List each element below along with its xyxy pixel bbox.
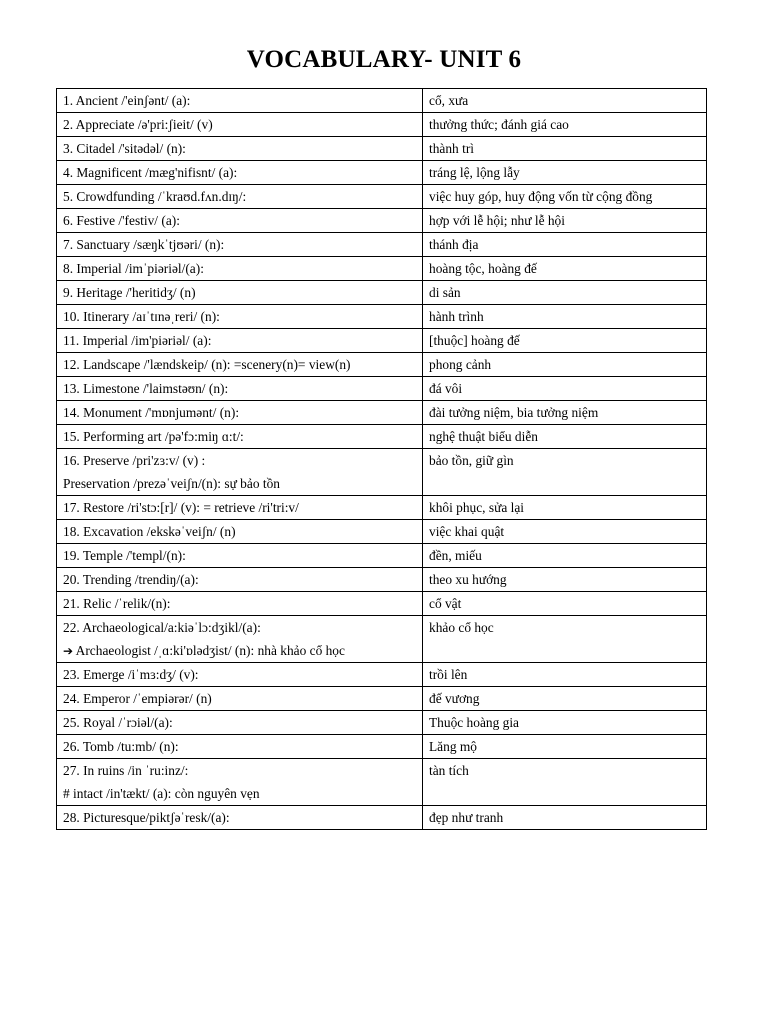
term-text: 14. Monument /'mɒnjumənt/ (n): xyxy=(63,405,240,420)
table-row xyxy=(57,233,707,257)
term-cell xyxy=(57,663,423,687)
term-text: 24. Emperor /ˈempiərər/ (n) xyxy=(63,691,212,706)
meaning-cell: đá vôi xyxy=(423,377,707,401)
meaning-cell: bảo tồn, giữ gìn xyxy=(423,449,707,496)
page-title: VOCABULARY- UNIT 6 xyxy=(246,46,522,73)
related-term xyxy=(63,643,416,659)
meaning-cell: việc huy góp, huy động vốn từ cộng đồng xyxy=(423,185,707,209)
term-cell xyxy=(57,425,423,449)
term-cell xyxy=(57,161,423,185)
term-cell xyxy=(57,329,423,353)
meaning-cell: hành trình xyxy=(423,305,707,329)
table-row xyxy=(57,161,707,185)
term-text: 7. Sanctuary /sæŋkˈtjʊəri/ (n): xyxy=(63,237,225,252)
term-cell xyxy=(57,305,423,329)
meaning-cell: thánh địa xyxy=(423,233,707,257)
meaning-cell: cổ, xưa xyxy=(423,89,707,113)
term-text: 22. Archaeological/a:kiəˈlɔ:dʒikl/(a): xyxy=(63,620,261,635)
term-cell xyxy=(57,137,423,161)
term-cell xyxy=(57,520,423,544)
term-cell xyxy=(57,544,423,568)
table-row xyxy=(57,353,707,377)
table-row xyxy=(57,663,707,687)
table-row xyxy=(57,687,707,711)
related-term xyxy=(63,786,416,802)
term-text: 16. Preserve /pri'zɜ:v/ (v) : xyxy=(63,453,206,468)
table-row xyxy=(57,113,707,137)
vocabulary-table xyxy=(56,88,707,830)
table-row xyxy=(57,449,707,496)
term-text: 26. Tomb /tu:mb/ (n): xyxy=(63,739,179,754)
meaning-cell: tráng lệ, lộng lẫy xyxy=(423,161,707,185)
meaning-cell: [thuộc] hoàng đế xyxy=(423,329,707,353)
table-row xyxy=(57,281,707,305)
term-cell xyxy=(57,568,423,592)
related-term-text: Archaeologist /ˌɑ:ki'ɒlədʒist/ (n): nhà khảo cổ học xyxy=(75,643,345,658)
term-cell xyxy=(57,377,423,401)
term-cell xyxy=(57,113,423,137)
meaning-cell: cổ vật xyxy=(423,592,707,616)
term-text: 5. Crowdfunding /ˈkraʊd.fʌn.dɪŋ/: xyxy=(63,189,247,204)
table-row xyxy=(57,137,707,161)
table-row xyxy=(57,425,707,449)
table-row xyxy=(57,257,707,281)
term-text: 6. Festive /'festiv/ (a): xyxy=(63,213,180,228)
table-row xyxy=(57,401,707,425)
term-cell xyxy=(57,353,423,377)
term-text: 20. Trending /trendiŋ/(a): xyxy=(63,572,199,587)
term-text: 8. Imperial /imˈpiəriəl/(a): xyxy=(63,261,204,276)
meaning-cell: tàn tích xyxy=(423,759,707,806)
table-row xyxy=(57,759,707,806)
meaning-cell: khôi phục, sửa lại xyxy=(423,496,707,520)
meaning-cell: Lăng mộ xyxy=(423,735,707,759)
meaning-cell: trồi lên xyxy=(423,663,707,687)
meaning-cell: thưởng thức; đánh giá cao xyxy=(423,113,707,137)
term-cell xyxy=(57,759,423,806)
meaning-cell: di sản xyxy=(423,281,707,305)
term-cell xyxy=(57,496,423,520)
meaning-cell: khảo cổ học xyxy=(423,616,707,663)
meaning-cell: thành trì xyxy=(423,137,707,161)
meaning-cell: hoàng tộc, hoàng đế xyxy=(423,257,707,281)
term-cell xyxy=(57,616,423,663)
term-text: 18. Excavation /ekskəˈveiʃn/ (n) xyxy=(63,524,236,539)
meaning-cell: phong cảnh xyxy=(423,353,707,377)
term-text: 17. Restore /ri'stɔ:[r]/ (v): = retrieve /ri'tri:v/ xyxy=(63,500,299,515)
term-cell xyxy=(57,711,423,735)
table-row xyxy=(57,89,707,113)
term-cell xyxy=(57,735,423,759)
meaning-cell: đế vương xyxy=(423,687,707,711)
meaning-cell: nghệ thuật biểu diễn xyxy=(423,425,707,449)
term-cell xyxy=(57,233,423,257)
term-text: 27. In ruins /in ˈru:inz/: xyxy=(63,763,189,778)
term-text: 3. Citadel /'sitədəl/ (n): xyxy=(63,141,186,156)
term-cell xyxy=(57,89,423,113)
term-cell xyxy=(57,209,423,233)
term-text: 21. Relic /ˈrelik/(n): xyxy=(63,596,171,611)
term-text: 23. Emerge /iˈmɜ:dʒ/ (v): xyxy=(63,667,199,682)
term-cell xyxy=(57,257,423,281)
term-text: 28. Picturesque/piktʃəˈresk/(a): xyxy=(63,810,230,825)
term-text: 1. Ancient /'einʃənt/ (a): xyxy=(63,93,191,108)
table-row xyxy=(57,592,707,616)
related-term-text: Preservation /prezəˈveiʃn/(n): sự bảo tồn xyxy=(63,476,280,491)
table-row xyxy=(57,520,707,544)
term-cell xyxy=(57,687,423,711)
table-row xyxy=(57,305,707,329)
term-cell xyxy=(57,401,423,425)
term-text: 9. Heritage /'heritidʒ/ (n) xyxy=(63,285,196,300)
term-cell xyxy=(57,592,423,616)
meaning-cell: đài tưởng niệm, bia tưởng niệm xyxy=(423,401,707,425)
table-row xyxy=(57,329,707,353)
meaning-cell: đẹp như tranh xyxy=(423,806,707,830)
term-cell xyxy=(57,449,423,496)
related-term-text: # intact /in'tækt/ (a): còn nguyên vẹn xyxy=(63,786,260,801)
term-text: 25. Royal /ˈrɔiəl/(a): xyxy=(63,715,173,730)
meaning-cell: Thuộc hoàng gia xyxy=(423,711,707,735)
term-text: 2. Appreciate /ə'pri:ʃieit/ (v) xyxy=(63,117,213,132)
table-row xyxy=(57,616,707,663)
term-text: 15. Performing art /pə'fɔ:miŋ ɑ:t/: xyxy=(63,429,244,444)
term-text: 12. Landscape /'lændskeip/ (n): =scenery(n)= view(n) xyxy=(63,357,351,372)
meaning-cell: đền, miếu xyxy=(423,544,707,568)
term-cell xyxy=(57,281,423,305)
table-row xyxy=(57,544,707,568)
term-text: 10. Itinerary /aɪˈtɪnəˌreri/ (n): xyxy=(63,309,220,324)
term-text: 13. Limestone /'laimstəʊn/ (n): xyxy=(63,381,229,396)
table-row xyxy=(57,568,707,592)
table-row xyxy=(57,377,707,401)
table-row xyxy=(57,735,707,759)
term-text: 4. Magnificent /mæg'nifisnt/ (a): xyxy=(63,165,238,180)
meaning-cell: việc khai quật xyxy=(423,520,707,544)
term-text: 19. Temple /'templ/(n): xyxy=(63,548,186,563)
meaning-cell: hợp với lễ hội; như lễ hội xyxy=(423,209,707,233)
term-text: 11. Imperial /im'piəriəl/ (a): xyxy=(63,333,212,348)
table-row xyxy=(57,806,707,830)
table-row xyxy=(57,185,707,209)
table-row xyxy=(57,711,707,735)
related-term xyxy=(63,476,416,492)
table-row xyxy=(57,209,707,233)
table-row xyxy=(57,496,707,520)
term-cell xyxy=(57,806,423,830)
meaning-cell: theo xu hướng xyxy=(423,568,707,592)
term-cell xyxy=(57,185,423,209)
arrow-icon: ➔ xyxy=(63,644,74,658)
